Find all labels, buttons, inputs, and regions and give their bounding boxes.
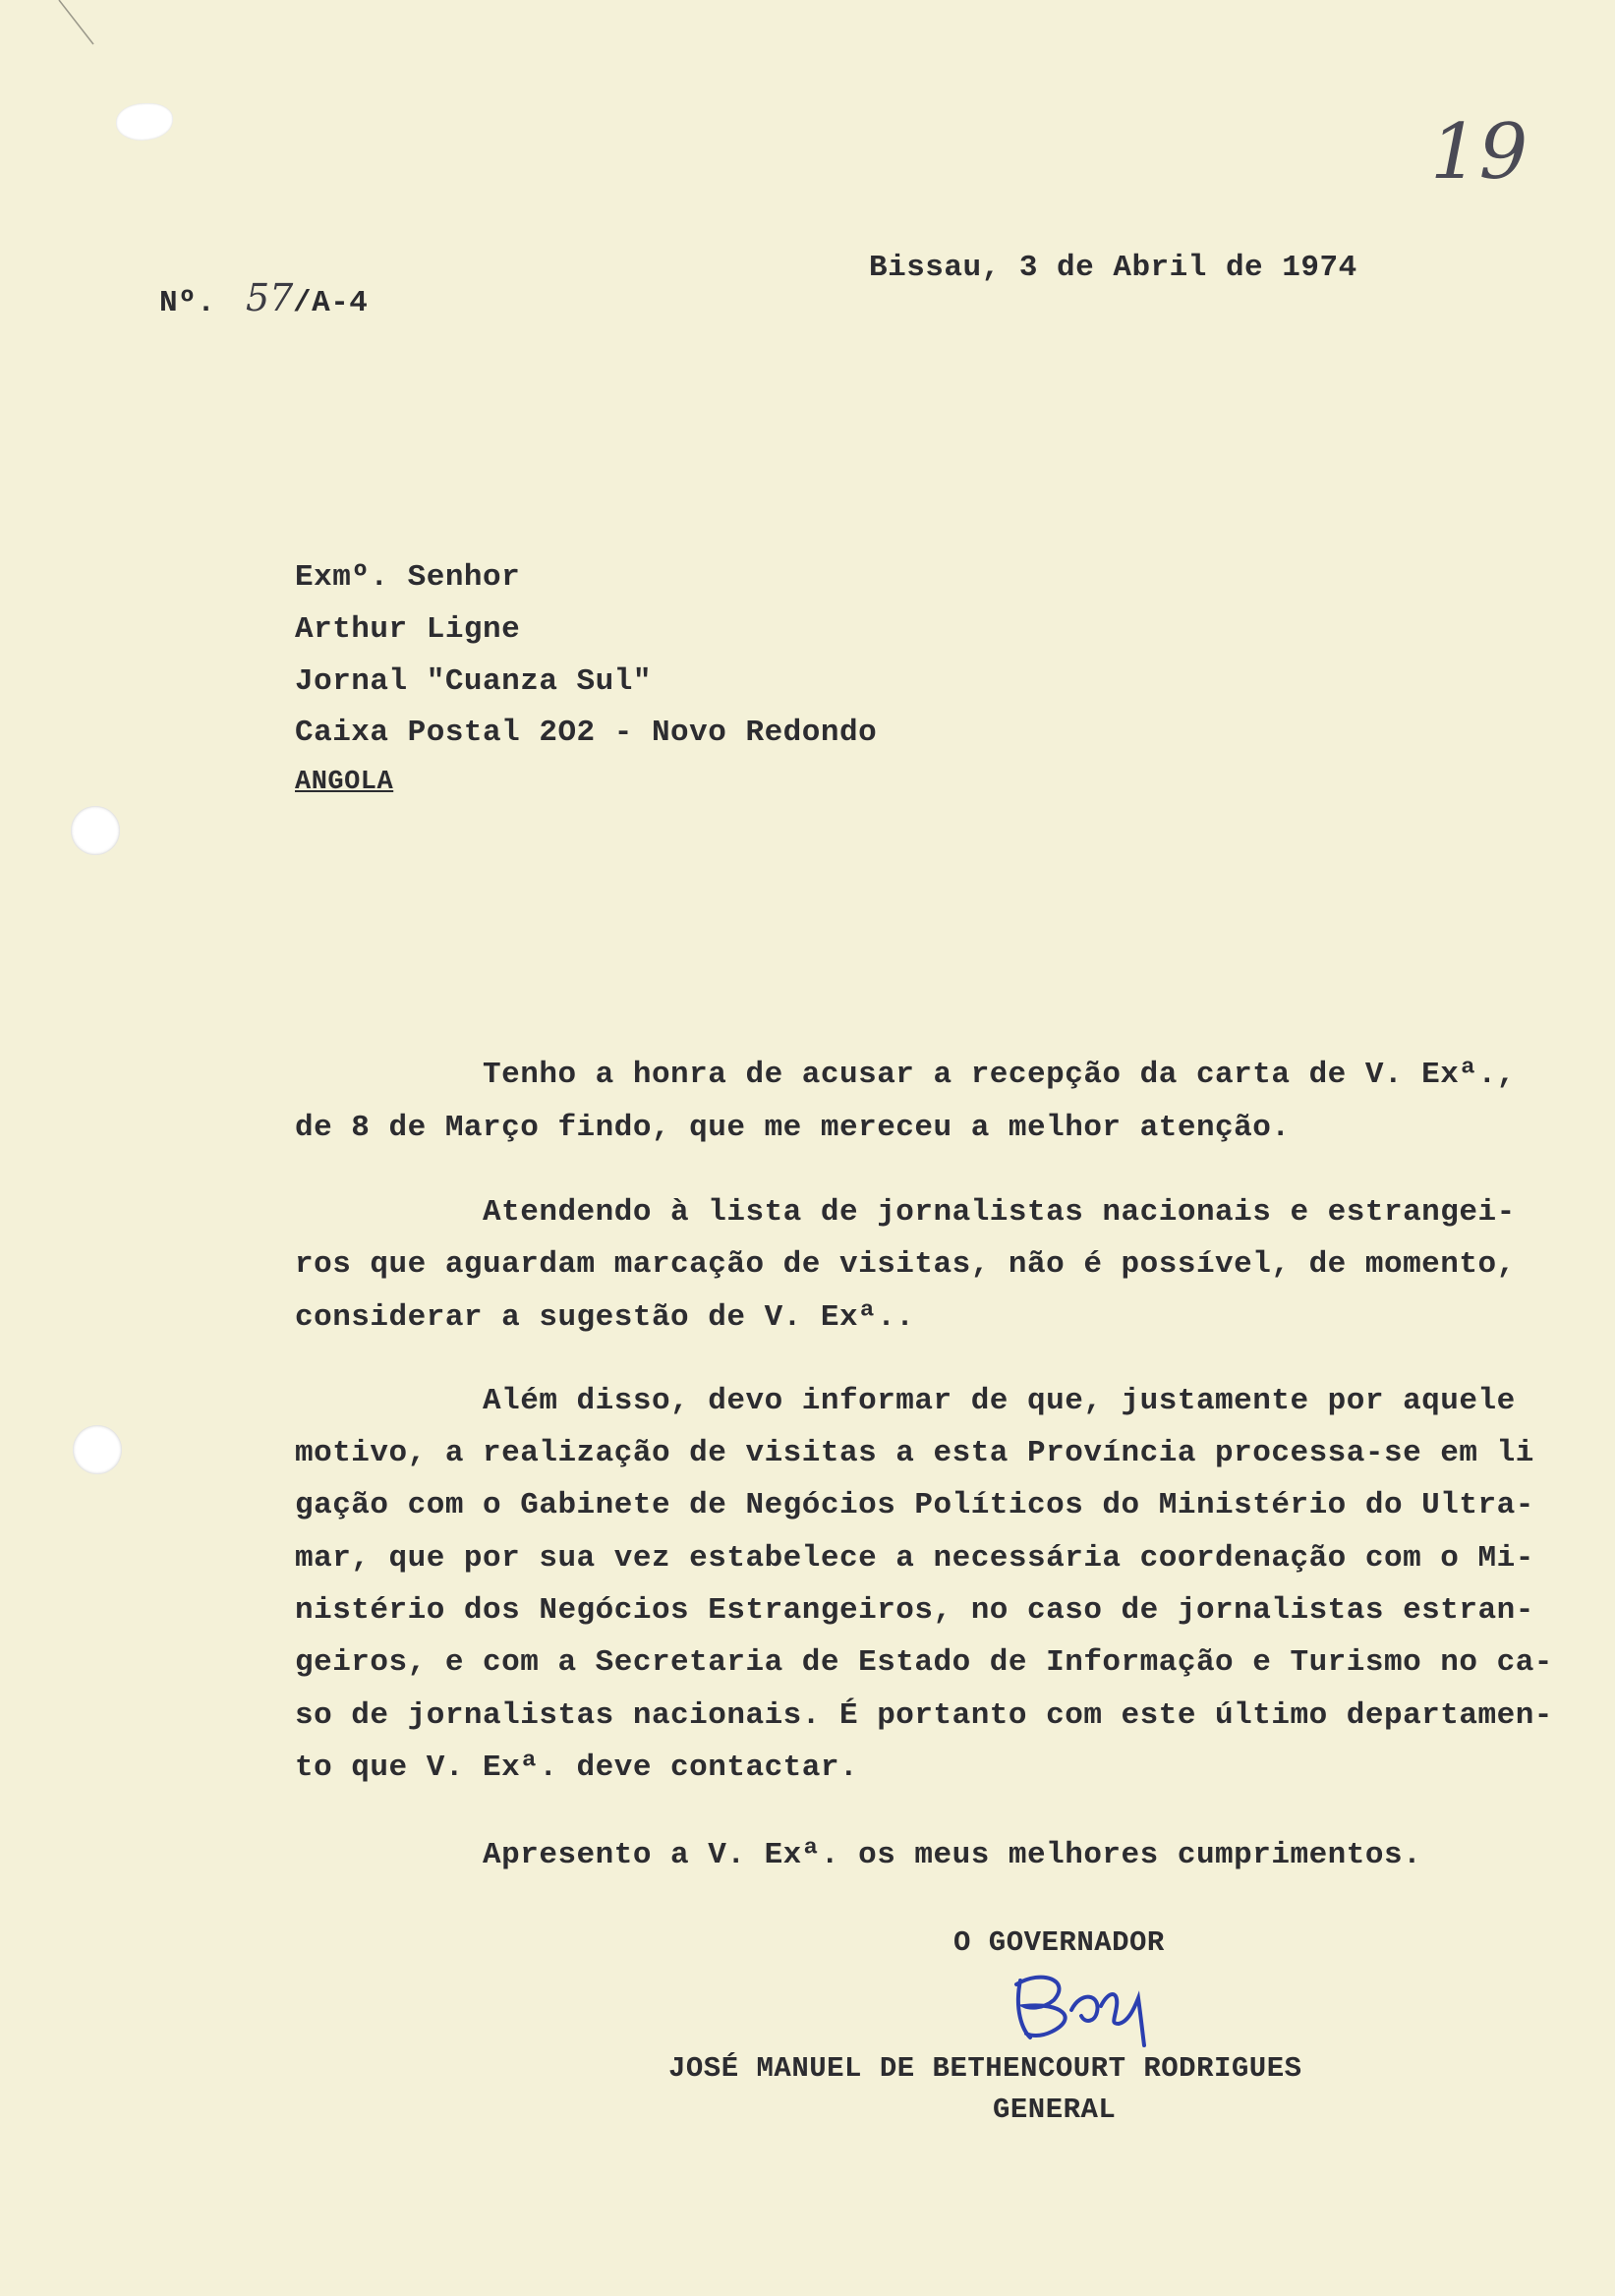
recipient-name: Arthur Ligne	[295, 612, 521, 647]
paragraph-2-line-2: ros que aguardam marcação de visitas, não é possível, de momento,	[295, 1247, 1516, 1282]
signatory-rank: GENERAL	[993, 2094, 1117, 2126]
reference-number-handwritten: 57	[246, 276, 294, 319]
recipient-address: Caixa Postal 2O2 - Novo Redondo	[295, 716, 878, 750]
paragraph-3-line-1: Além disso, devo informar de que, justamente por aquele	[295, 1384, 1516, 1418]
paragraph-2-line-3: considerar a sugestão de V. Exª..	[295, 1300, 915, 1335]
signature-title: O GOVERNADOR	[953, 1926, 1165, 1959]
closing-line: Apresento a V. Exª. os meus melhores cumprimentos.	[295, 1838, 1422, 1872]
paragraph-3-line-2: motivo, a realização de visitas a esta Província processa-se em li	[295, 1436, 1534, 1470]
reference-suffix: /A-4	[293, 286, 369, 320]
signatory-name: JOSÉ MANUEL DE BETHENCOURT RODRIGUES	[668, 2052, 1302, 2085]
paragraph-3-line-4: mar, que por sua vez estabelece a necessária coordenação com o Mi-	[295, 1541, 1534, 1576]
recipient-country: ANGOLA	[295, 768, 394, 797]
reference-prefix: Nº.	[159, 286, 216, 320]
recipient-salutation: Exmº. Senhor	[295, 560, 521, 595]
paragraph-3-line-5: nistério dos Negócios Estrangeiros, no caso de jornalistas estran-	[295, 1593, 1534, 1628]
recipient-organization: Jornal "Cuanza Sul"	[295, 664, 652, 699]
paragraph-3-line-8: to que V. Exª. deve contactar.	[295, 1751, 859, 1785]
torn-paper-mark	[116, 103, 173, 141]
handwritten-signature	[1003, 1951, 1170, 2069]
paragraph-3-line-6: geiros, e com a Secretaria de Estado de Informação e Turismo no ca-	[295, 1645, 1553, 1680]
paragraph-3-line-7: so de jornalistas nacionais. É portanto com este último departamen-	[295, 1698, 1553, 1733]
paragraph-1-line-2: de 8 de Março findo, que me mereceu a melhor atenção.	[295, 1111, 1291, 1145]
page-number-handwritten: 19	[1430, 108, 1528, 197]
punch-hole-bottom	[73, 1425, 122, 1474]
corner-fold-line	[0, 0, 118, 79]
paragraph-3-line-3: gação com o Gabinete de Negócios Políticos do Ministério do Ultra-	[295, 1488, 1534, 1522]
punch-hole-top	[71, 806, 120, 855]
place-date: Bissau, 3 de Abril de 1974	[869, 251, 1357, 285]
paragraph-2-line-1: Atendendo à lista de jornalistas nacionais e estrangei-	[295, 1195, 1516, 1230]
paragraph-1-line-1: Tenho a honra de acusar a recepção da carta de V. Exª.,	[295, 1058, 1516, 1092]
